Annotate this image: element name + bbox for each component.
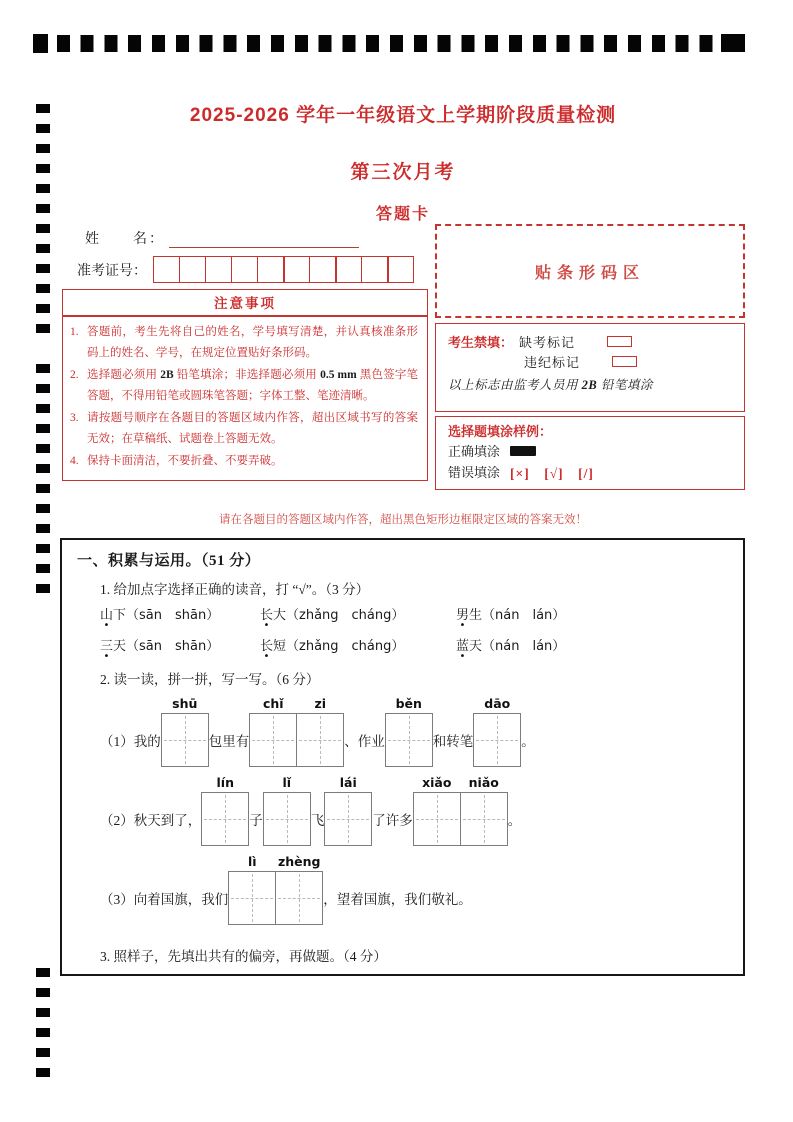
q1-word: 蓝天（nán lán）	[456, 635, 729, 654]
exam-number-box[interactable]	[387, 256, 414, 283]
pinyin-label: lín	[216, 775, 234, 790]
violation-mark-box	[612, 356, 637, 367]
pinyin-label: lì	[247, 854, 257, 869]
exam-number-box[interactable]	[335, 256, 362, 283]
notice-title: 注意事项	[63, 290, 427, 317]
dotted-char: 山	[100, 608, 114, 623]
wrong-fill-marks: [×] [√] [/]	[510, 465, 594, 481]
notice-item: 4. 保持卡面清洁，不要折叠、不要弄破。	[70, 454, 283, 467]
wrong-fill-label: 错误填涂	[448, 465, 501, 480]
writing-box-group	[413, 775, 508, 846]
q1-row-1	[100, 598, 729, 629]
section1-title: 一、积累与运用。（51 分）	[77, 553, 261, 569]
exam-number-box[interactable]	[231, 256, 258, 283]
main-answer-box	[60, 538, 745, 976]
absent-mark-label: 缺考标记	[519, 334, 576, 350]
q1-prompt: 1. 给加点字选择正确的读音，打 “√”。（3 分）	[100, 582, 370, 597]
pinyin-label: lái	[339, 775, 357, 790]
invigilator-box	[435, 323, 745, 412]
monthly-exam-title: 第三次月考	[350, 162, 456, 183]
barcode-area	[435, 224, 745, 318]
q1-word: 长短（zhǎng cháng）	[260, 635, 456, 654]
q1-word: 三天（sān shān）	[100, 635, 260, 654]
timing-marks-left	[36, 968, 50, 1087]
writing-box[interactable]	[385, 696, 433, 767]
fill-sample-title: 选择题填涂样例：	[448, 424, 553, 439]
absent-mark-box	[607, 336, 632, 347]
exam-number-row	[77, 256, 414, 283]
exam-number-box[interactable]	[257, 256, 284, 283]
violation-mark-label: 违纪标记	[524, 354, 581, 370]
writing-box[interactable]	[201, 775, 249, 846]
pinyin-label: zi	[314, 696, 327, 711]
dotted-char: 蓝	[456, 639, 470, 654]
timing-marks-left	[36, 364, 50, 604]
writing-box[interactable]	[413, 775, 461, 846]
writing-box[interactable]	[275, 854, 323, 925]
pinyin-label: chǐ	[262, 696, 284, 711]
q1-word: 长大（zhǎng cháng）	[260, 604, 456, 623]
exam-number-box[interactable]	[205, 256, 232, 283]
pinyin-label: lǐ	[282, 775, 292, 790]
q3-prompt: 3. 照样子，先填出共有的偏旁，再做题。（4 分）	[100, 949, 387, 964]
notice-item: 1. 答题前，考生先将自己的姓名，学号填写清楚，并认真核准条形码上的姓名、学号，在规定位置贴好条形码。	[70, 326, 418, 359]
exam-title: 2025-2026 学年一年级语文上学期阶段质量检测	[189, 105, 617, 126]
writing-box[interactable]	[161, 696, 209, 767]
notice-item: 2. 选择题必须用 2B 铅笔填涂；非选择题必须用 0.5 mm 黑色签字笔答题，不得用铅笔或圆珠笔答题；字体工整、笔迹清晰。	[70, 368, 419, 402]
notice-item: 3. 请按题号顺序在各题目的答题区域内作答，超出区域书写的答案无效；在草稿纸、试题卷上答题无效。	[70, 411, 418, 445]
dotted-char: 男	[456, 608, 470, 623]
dotted-char: 长	[260, 639, 274, 654]
pinyin-label: dāo	[484, 696, 511, 711]
q2-item-1: （1）我的 shū 包里有 chǐ zi 、作业 běn 和转笔 dāo 。	[100, 713, 729, 767]
notice-list	[63, 317, 427, 471]
timing-marks-left	[36, 104, 50, 335]
pinyin-label: shū	[172, 696, 198, 711]
pinyin-label: běn	[395, 696, 422, 711]
region-warning: 请在各题目的答题区域内作答，超出黑色矩形边框限定区域的答案无效！	[219, 514, 587, 526]
exam-number-box[interactable]	[153, 256, 180, 283]
exam-number-boxes	[153, 256, 414, 283]
fill-sample-box	[435, 416, 745, 490]
dotted-char: 三	[100, 639, 114, 654]
q1-word: 男生（nán lán）	[456, 604, 729, 623]
exam-number-box[interactable]	[361, 256, 388, 283]
writing-box[interactable]	[473, 696, 521, 767]
answer-card-label: 答题卡	[375, 206, 430, 223]
q1-word: 山下（sān shān）	[100, 604, 260, 623]
name-input-line[interactable]	[169, 230, 359, 248]
q2-item-3: （3）向着国旗，我们 lì zhèng ，望着国旗，我们敬礼。	[100, 871, 729, 925]
writing-box[interactable]	[460, 775, 508, 846]
correct-fill-mark	[510, 446, 536, 456]
name-row	[85, 228, 359, 248]
pinyin-label: zhèng	[278, 854, 321, 869]
writing-box[interactable]	[249, 696, 297, 767]
writing-box-group	[228, 854, 323, 925]
exam-number-label: 准考证号：	[77, 263, 147, 279]
writing-box[interactable]	[296, 696, 344, 767]
timing-marks-top	[33, 35, 745, 52]
name-label: 姓 名：	[85, 232, 165, 247]
exam-number-box[interactable]	[283, 256, 310, 283]
invigilator-footnote: 以上标志由监考人员用 2B 铅笔填涂	[448, 378, 653, 392]
invigilator-title: 考生禁填：	[448, 334, 514, 350]
barcode-label: 贴条形码区	[534, 264, 645, 282]
pinyin-label: niǎo	[468, 775, 499, 790]
q2-prompt: 2. 读一读，拼一拼，写一写。（6 分）	[100, 672, 320, 687]
writing-box[interactable]	[228, 854, 276, 925]
writing-box-group	[249, 696, 344, 767]
exam-number-box[interactable]	[309, 256, 336, 283]
q2-item-2: （2）秋天到了， lín 子 lǐ 飞 lái 了许多 xiǎo niǎo 。	[100, 792, 729, 846]
correct-fill-label: 正确填涂	[448, 444, 501, 459]
writing-box[interactable]	[324, 775, 372, 846]
pinyin-label: xiǎo	[422, 775, 452, 790]
notice-box	[62, 289, 428, 481]
q1-row-2	[100, 629, 729, 660]
writing-box[interactable]	[263, 775, 311, 846]
dotted-char: 长	[260, 608, 274, 623]
exam-number-box[interactable]	[179, 256, 206, 283]
